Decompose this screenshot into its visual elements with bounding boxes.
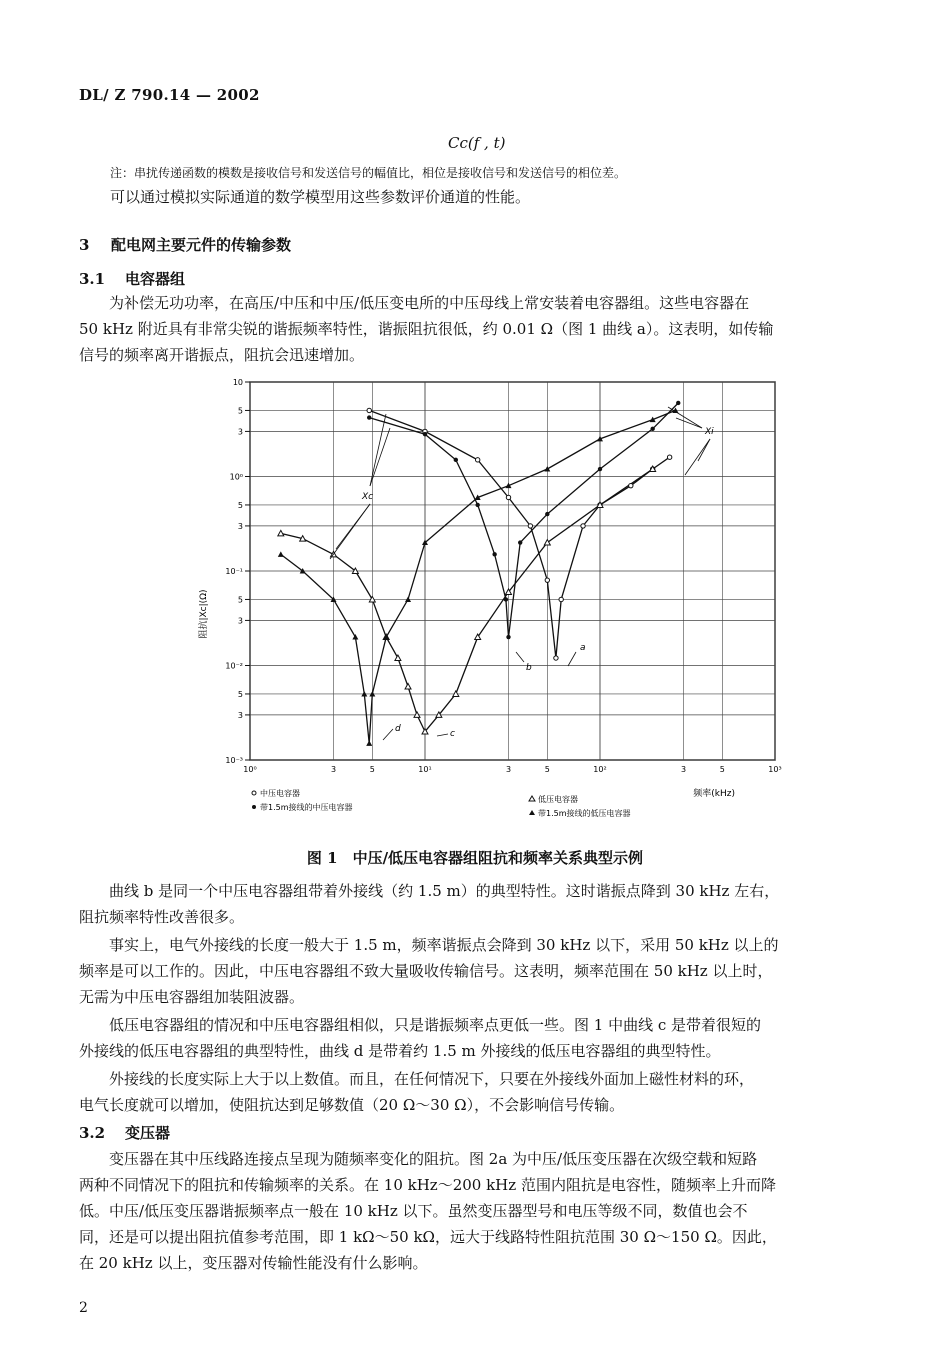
annotation-leader — [330, 504, 370, 559]
data-point-b — [492, 552, 496, 556]
annotation-leader — [698, 439, 710, 461]
paragraph-line: 信号的频率离开谐振点，阻抗会迅速增加。 — [79, 346, 365, 364]
data-point-c — [395, 655, 401, 661]
paragraph-line: 无需为中压电容器组加装阻波器。 — [79, 988, 305, 1006]
paragraph-lv-capacitor — [79, 1012, 761, 1064]
annotation-leader — [676, 418, 702, 428]
legend-marker-filled-triangle — [529, 810, 535, 815]
data-point-b — [504, 597, 508, 601]
annotation-leader — [370, 428, 390, 486]
x-tick-label: 3 — [330, 765, 337, 774]
y-tick-label: 10⁻² — [225, 661, 243, 671]
chart-grid — [245, 382, 775, 760]
paragraph-line: 电气长度就可以增加，使阻抗达到足够数值（20 Ω～30 Ω），不会影响信号传输。 — [79, 1096, 625, 1114]
y-tick-label: 10 — [232, 378, 243, 387]
paragraph-line: 低。中压/低压变压器谐振频率点一般在 10 kHz 以下。虽然变压器型号和电压等级不同，数值也会不 — [79, 1202, 748, 1220]
curve-b — [369, 403, 678, 637]
data-point-a — [554, 656, 558, 660]
x-tick-label: 3 — [505, 765, 512, 774]
x-tick-label: 10³ — [768, 765, 782, 774]
page-number: 2 — [79, 1300, 88, 1316]
annotation-xi: Xi — [705, 427, 714, 437]
chart-annotations — [330, 407, 714, 740]
section-title: 配电网主要元件的传输参数 — [111, 236, 292, 254]
section-3-1-heading — [79, 268, 185, 289]
section-3-2-heading — [79, 1122, 170, 1143]
data-point-b — [545, 512, 549, 516]
data-point-b — [650, 427, 654, 431]
section-title: 电容器组 — [125, 270, 186, 288]
data-point-b — [676, 401, 680, 405]
data-point-b — [475, 503, 479, 507]
impedance-frequency-chart — [190, 374, 810, 829]
y-tick-label: 5 — [237, 595, 243, 605]
data-point-a — [367, 408, 371, 412]
paragraph-line: 低压电容器组的情况和中压电容器组相似，只是谐振频率点更低一些。图 1 中曲线 c 是带着很短的 — [109, 1016, 762, 1034]
data-point-b — [454, 458, 458, 462]
annotation-c: c — [450, 729, 455, 739]
paragraph-line: 变压器在其中压线路连接点呈现为随频率变化的阻抗。图 2a 为中压/低压变压器在次级空载和短路 — [109, 1150, 758, 1168]
legend-item-mv-capacitor-lead: 带1.5m接线的中压电容器 — [260, 803, 353, 812]
data-point-a — [528, 524, 532, 528]
annotation-leader — [437, 734, 448, 736]
legend-marker-open-circle — [252, 791, 256, 795]
y-tick-label: 5 — [237, 406, 243, 416]
y-tick-label: 3 — [237, 521, 243, 531]
legend-marker-open-triangle — [529, 796, 535, 801]
paragraph-line: 为补偿无功功率，在高压/中压和中压/低压变电所的中压母线上常安装着电容器组。这些电容器在 — [109, 294, 750, 312]
y-axis-label: 阻抗|Xc|(Ω) — [199, 589, 209, 639]
chart-legend — [252, 788, 631, 818]
curve-a — [369, 410, 669, 658]
annotation-leader — [383, 729, 393, 740]
intro-paragraph: 可以通过模拟实际通道的数学模型用这些参数评价通道的性能。 — [110, 188, 531, 206]
paragraph-line: 阻抗频率特性改善很多。 — [79, 908, 245, 926]
x-tick-label: 5 — [369, 765, 375, 774]
paragraph-line: 外接线的低压电容器组的典型特性，曲线 d 是带着约 1.5 m 外接线的低压电容器组的典型特性。 — [79, 1042, 721, 1060]
annotation-leader — [516, 652, 524, 662]
paragraph-lead-length — [79, 932, 779, 1010]
legend-item-mv-capacitor: 中压电容器 — [260, 789, 300, 798]
x-tick-label: 3 — [680, 765, 687, 774]
data-point-d — [544, 466, 550, 472]
formula: Cc(f , t) — [448, 134, 506, 152]
y-tick-label: 5 — [237, 689, 243, 699]
section-number: 3.2 — [79, 1124, 106, 1142]
paragraph-line: 两种不同情况下的阻抗和传输频率的关系。在 10 kHz～200 kHz 范围内阻抗是电容性，随频率上升而降 — [79, 1176, 776, 1194]
data-point-d — [352, 634, 358, 640]
paragraph-line: 曲线 b 是同一个中压电容器组带着外接线（约 1.5 m）的典型特性。这时谐振点降到 30 kHz 左右， — [109, 882, 780, 900]
y-tick-label: 3 — [237, 427, 243, 437]
data-point-c — [405, 683, 411, 689]
y-tick-label: 3 — [237, 616, 243, 626]
paragraph-magnetic-ring — [79, 1066, 754, 1118]
x-tick-label: 10² — [593, 765, 607, 774]
section-title: 变压器 — [125, 1124, 171, 1142]
data-point-b — [598, 467, 602, 471]
annotation-leader — [568, 652, 576, 666]
x-tick-label: 5 — [719, 765, 725, 774]
data-point-a — [475, 458, 479, 462]
paragraph-line: 同，还是可以提出阻抗值参考范围，即 1 kΩ～50 kΩ，远大于线路特性阻抗范围 30 Ω～150 Ω。因此， — [79, 1228, 777, 1246]
paragraph-line: 外接线的长度实际上大于以上数值。而且，在任何情况下，只要在外接线外面加上磁性材料的环， — [109, 1070, 755, 1088]
x-tick-label: 10⁰ — [243, 765, 257, 774]
paragraph-curve-b — [79, 878, 779, 930]
legend-item-lv-capacitor: 低压电容器 — [538, 795, 578, 804]
data-point-b — [518, 540, 522, 544]
legend-item-lv-capacitor-lead: 带1.5m接线的低压电容器 — [538, 809, 631, 818]
data-point-d — [278, 551, 284, 557]
figure-caption: 图 1 中压/低压电容器组阻抗和频率关系典型示例 — [306, 849, 644, 867]
data-point-b — [423, 432, 427, 436]
data-point-a — [506, 495, 510, 499]
x-tick-label: 5 — [544, 765, 550, 774]
paragraph-line: 频率是可以工作的。因此，中压电容器组不致大量吸收传输信号。这表明，频率范围在 50 kHz 以上时， — [79, 962, 773, 980]
data-point-d — [366, 740, 372, 746]
data-point-a — [629, 483, 633, 487]
x-axis-label: 频率(kHz) — [693, 789, 735, 799]
data-point-b — [367, 415, 371, 419]
data-point-d — [383, 634, 389, 640]
data-point-c — [278, 530, 284, 536]
annotation-d: d — [395, 724, 401, 734]
paragraph-capacitor — [79, 290, 773, 368]
paragraph-transformer — [79, 1146, 777, 1276]
y-tick-label: 10⁰ — [229, 472, 243, 482]
data-point-b — [506, 635, 510, 639]
paragraph-line: 在 20 kHz 以上，变压器对传输性能没有什么影响。 — [79, 1254, 428, 1272]
data-point-a — [545, 578, 549, 582]
y-tick-label: 10⁻³ — [225, 756, 243, 765]
y-tick-label: 5 — [237, 500, 243, 510]
x-tick-label: 10¹ — [418, 765, 432, 774]
chart-curves — [281, 403, 679, 743]
paragraph-line: 50 kHz 附近具有非常尖锐的谐振频率特性，谐振阻抗很低，约 0.01 Ω（图 1 曲线 a）。这表明，如传输 — [79, 320, 774, 338]
data-point-a — [559, 597, 563, 601]
section-number: 3.1 — [79, 270, 106, 288]
annotation-b: b — [526, 663, 532, 673]
section-3-heading — [79, 234, 291, 255]
document-code: DL/ Z 790.14 — 2002 — [79, 86, 260, 104]
section-number: 3 — [79, 236, 90, 254]
legend-marker-filled-circle — [252, 805, 256, 809]
annotation-xc: Xc — [362, 492, 374, 502]
data-point-a — [581, 524, 585, 528]
note: 注：串扰传递函数的模数是接收信号和发送信号的幅值比，相位是接收信号和发送信号的相位差。 — [110, 166, 627, 180]
y-tick-label: 10⁻¹ — [225, 567, 243, 576]
y-tick-label: 3 — [237, 710, 243, 720]
paragraph-line: 事实上，电气外接线的长度一般大于 1.5 m，频率谐振点会降到 30 kHz 以下，采用 50 kHz 以上的 — [109, 936, 779, 954]
data-point-a — [667, 455, 671, 459]
annotation-a: a — [580, 643, 586, 653]
annotation-leader — [685, 439, 710, 475]
